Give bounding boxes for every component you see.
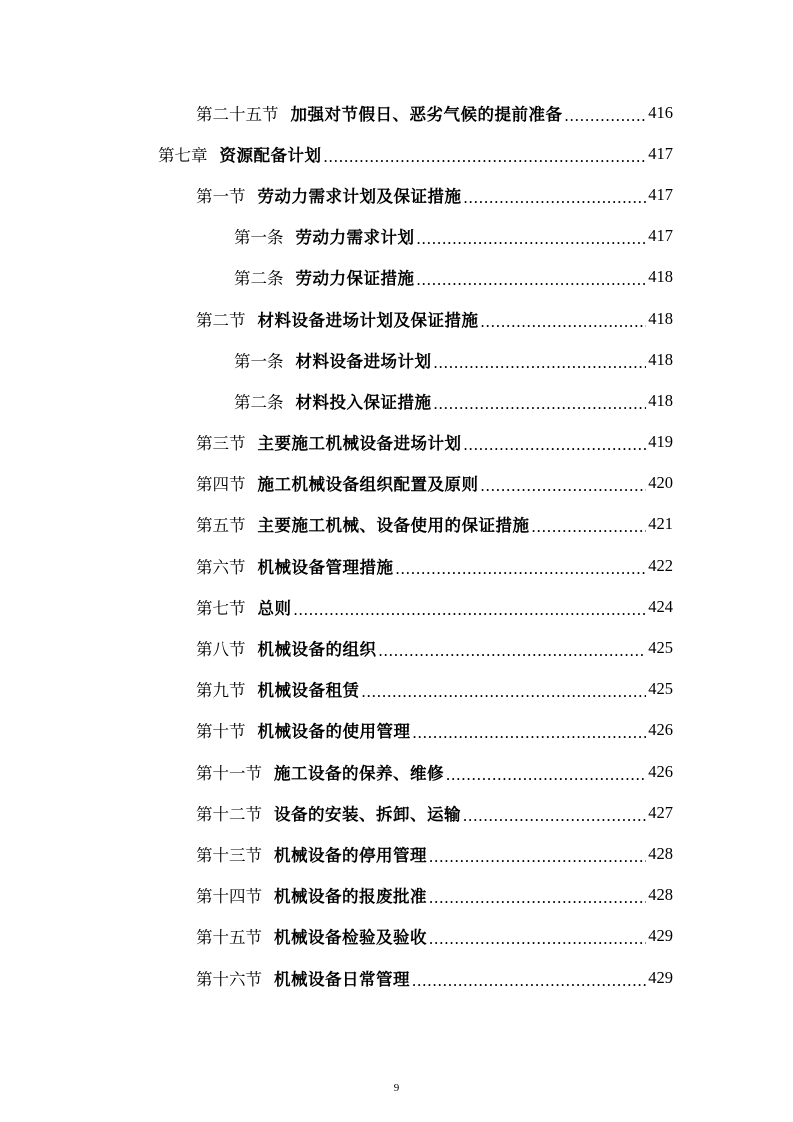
- toc-entry-title: 机械设备租赁: [257, 681, 360, 701]
- toc-dot-leader: [412, 971, 646, 991]
- toc-dot-leader: [463, 806, 646, 826]
- toc-entry-title: 机械设备的使用管理: [257, 722, 411, 742]
- toc-entry-title: 设备的安装、拆卸、运输: [274, 804, 461, 824]
- toc-dot-leader: [434, 353, 647, 373]
- table-of-contents: [0, 92, 793, 998]
- toc-dot-leader: [429, 847, 646, 867]
- toc-entry-title: 加强对节假日、恶劣气候的提前准备: [290, 104, 563, 124]
- toc-dot-leader: [362, 682, 647, 702]
- toc-entry-page: 424: [648, 596, 673, 616]
- toc-entry-title: 资源配备计划: [219, 145, 322, 165]
- toc-entry[interactable]: [0, 957, 673, 998]
- toc-entry[interactable]: [0, 298, 673, 339]
- toc-dot-leader: [464, 435, 647, 455]
- toc-entry-page: 418: [648, 349, 673, 369]
- toc-entry-page: 429: [648, 926, 673, 946]
- toc-dot-leader: [446, 765, 646, 785]
- toc-dot-leader: [464, 188, 647, 208]
- toc-dot-leader: [396, 559, 647, 579]
- toc-entry[interactable]: [0, 463, 673, 504]
- toc-entry-title: 机械设备日常管理: [274, 969, 410, 989]
- toc-entry-number: 第三节: [196, 434, 246, 454]
- toc-entry-number: 第一条: [234, 351, 284, 371]
- toc-dot-leader: [417, 270, 647, 290]
- toc-entry-page: 426: [648, 761, 673, 781]
- toc-entry-number: 第十一节: [196, 763, 262, 783]
- toc-entry-title: 主要施工机械设备进场计划: [257, 434, 462, 454]
- toc-dot-leader: [429, 929, 646, 949]
- toc-dot-leader: [429, 888, 646, 908]
- toc-entry-page: 417: [648, 143, 673, 163]
- toc-entry-title: 材料设备进场计划及保证措施: [257, 310, 479, 330]
- toc-dot-leader: [481, 476, 647, 496]
- toc-entry-number: 第六节: [196, 557, 246, 577]
- toc-entry[interactable]: [0, 504, 673, 545]
- toc-entry-page: 418: [648, 308, 673, 328]
- toc-entry-page: 427: [648, 802, 673, 822]
- toc-entry[interactable]: [0, 133, 673, 174]
- toc-entry[interactable]: [0, 422, 673, 463]
- toc-entry-number: 第十二节: [196, 804, 262, 824]
- toc-entry[interactable]: [0, 875, 673, 916]
- toc-entry-page: 425: [648, 638, 673, 658]
- toc-entry[interactable]: [0, 92, 673, 133]
- toc-dot-leader: [434, 394, 647, 414]
- toc-dot-leader: [565, 106, 647, 126]
- toc-entry-title: 机械设备管理措施: [257, 557, 394, 577]
- toc-entry-number: 第十四节: [196, 887, 262, 907]
- toc-entry-number: 第九节: [196, 681, 246, 701]
- toc-entry-title: 施工设备的保养、维修: [274, 763, 444, 783]
- toc-entry[interactable]: [0, 751, 673, 792]
- toc-entry-title: 总则: [257, 598, 292, 618]
- toc-entry-title: 主要施工机械、设备使用的保证措施: [257, 516, 530, 536]
- toc-entry-title: 劳动力需求计划及保证措施: [257, 186, 462, 206]
- toc-entry-number: 第五节: [196, 516, 246, 536]
- toc-entry[interactable]: [0, 339, 673, 380]
- toc-dot-leader: [481, 312, 647, 332]
- toc-entry-number: 第二条: [234, 392, 284, 412]
- toc-entry-page: 426: [648, 720, 673, 740]
- toc-entry-page: 422: [648, 555, 673, 575]
- toc-entry-number: 第十三节: [196, 845, 262, 865]
- toc-entry-number: 第四节: [196, 475, 246, 495]
- toc-entry[interactable]: [0, 216, 673, 257]
- toc-entry-page: 417: [648, 226, 673, 246]
- toc-entry[interactable]: [0, 669, 673, 710]
- toc-entry-title: 机械设备的组织: [257, 640, 377, 660]
- toc-entry-title: 材料投入保证措施: [295, 392, 432, 412]
- toc-entry-page: 419: [648, 432, 673, 452]
- toc-dot-leader: [379, 641, 647, 661]
- toc-entry[interactable]: [0, 627, 673, 668]
- toc-entry-page: 416: [648, 102, 673, 122]
- toc-entry-number: 第七节: [196, 598, 246, 618]
- toc-entry-number: 第一节: [196, 186, 246, 206]
- toc-entry-number: 第一条: [234, 228, 284, 248]
- toc-entry-page: 418: [648, 267, 673, 287]
- toc-entry-page: 417: [648, 184, 673, 204]
- toc-entry[interactable]: [0, 792, 673, 833]
- toc-entry-number: 第二条: [234, 269, 284, 289]
- toc-entry[interactable]: [0, 710, 673, 751]
- toc-entry-page: 421: [648, 514, 673, 534]
- toc-entry[interactable]: [0, 833, 673, 874]
- toc-entry-page: 420: [648, 473, 673, 493]
- toc-entry-number: 第十六节: [196, 969, 262, 989]
- toc-entry-title: 施工机械设备组织配置及原则: [257, 475, 479, 495]
- toc-entry-page: 429: [648, 967, 673, 987]
- toc-entry[interactable]: [0, 586, 673, 627]
- toc-entry-page: 425: [648, 679, 673, 699]
- toc-entry-number: 第二节: [196, 310, 246, 330]
- toc-entry-number: 第十五节: [196, 928, 262, 948]
- toc-entry-title: 劳动力需求计划: [295, 228, 415, 248]
- toc-entry[interactable]: [0, 916, 673, 957]
- toc-entry-title: 劳动力保证措施: [295, 269, 415, 289]
- toc-entry-number: 第八节: [196, 640, 246, 660]
- toc-entry-page: 428: [648, 885, 673, 905]
- toc-entry-page: 418: [648, 390, 673, 410]
- toc-entry-title: 材料设备进场计划: [295, 351, 432, 371]
- toc-entry-title: 机械设备检验及验收: [274, 928, 427, 948]
- toc-dot-leader: [417, 229, 647, 249]
- toc-entry-title: 机械设备的报废批准: [274, 887, 427, 907]
- toc-dot-leader: [413, 723, 647, 743]
- toc-entry[interactable]: [0, 174, 673, 215]
- toc-entry-page: 428: [648, 843, 673, 863]
- toc-entry[interactable]: [0, 257, 673, 298]
- toc-dot-leader: [324, 147, 647, 167]
- page-number: 9: [393, 1082, 400, 1094]
- toc-dot-leader: [532, 517, 647, 537]
- toc-entry-number: 第十节: [196, 722, 246, 742]
- toc-entry[interactable]: [0, 545, 673, 586]
- toc-entry-number: 第二十五节: [196, 104, 279, 124]
- toc-entry-title: 机械设备的停用管理: [274, 845, 427, 865]
- toc-entry[interactable]: [0, 380, 673, 421]
- toc-dot-leader: [294, 600, 647, 620]
- toc-entry-number: 第七章: [158, 145, 208, 165]
